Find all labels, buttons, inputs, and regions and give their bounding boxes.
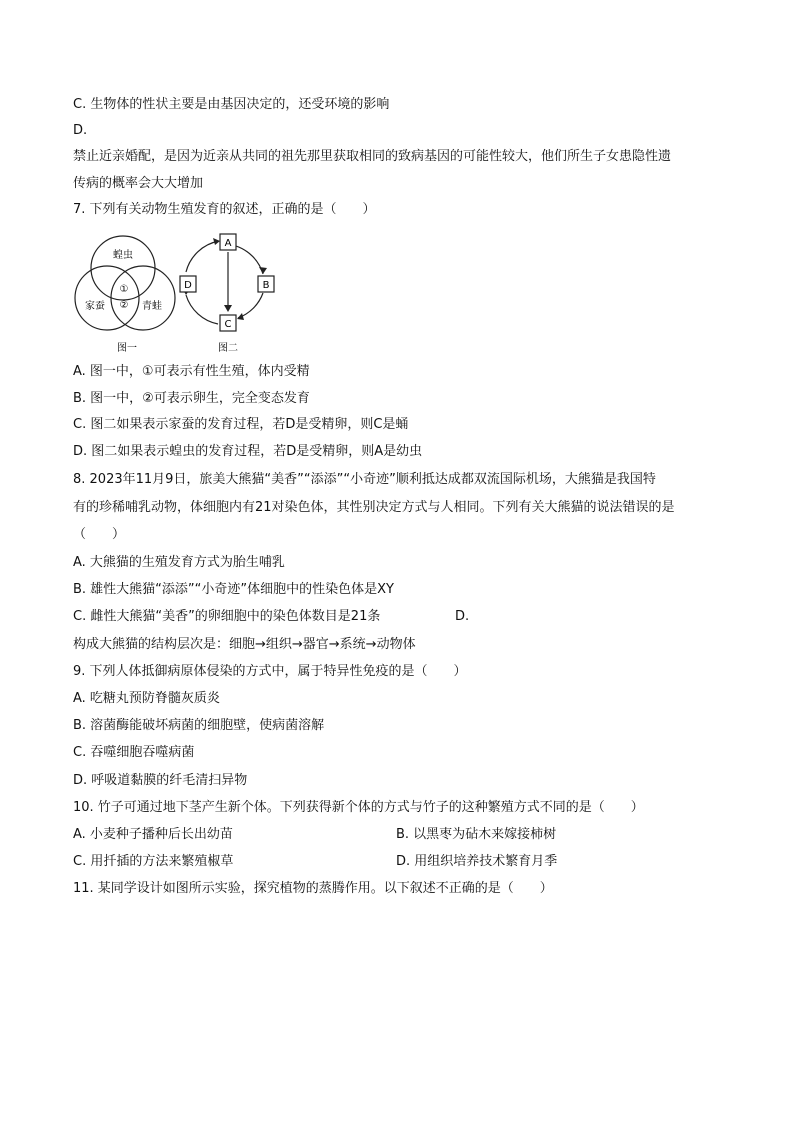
box-a-label: A bbox=[224, 238, 232, 249]
question-8-option-a: A. 大熊猫的生殖发育方式为胎生哺乳 bbox=[73, 555, 285, 570]
arrowhead-a bbox=[213, 238, 220, 245]
arrowhead-a-to-c bbox=[224, 305, 232, 312]
arrowhead-c bbox=[237, 313, 244, 320]
line-1: C. 生物体的性状主要是由基因决定的，还受环境的影响 bbox=[73, 97, 390, 112]
question-7-option-d: D. 图二如果表示蝗虫的发育过程，若D是受精卵，则A是幼虫 bbox=[73, 444, 423, 459]
question-9-option-c: C. 吞噬细胞吞噬病菌 bbox=[73, 745, 195, 760]
box-c-label: C bbox=[224, 319, 232, 330]
question-8-option-d-label: D. bbox=[455, 609, 470, 624]
box-d-label: D bbox=[184, 280, 192, 291]
figure-one-caption: 图一 bbox=[117, 343, 137, 354]
venn-label-top: 蝗虫 bbox=[113, 250, 133, 261]
line-2: D. bbox=[73, 123, 88, 138]
question-8-option-d-text: 构成大熊猫的结构层次是：细胞→组织→器官→系统→动物体 bbox=[73, 637, 416, 652]
question-10-option-d: D. 用组织培养技术繁育月季 bbox=[396, 854, 558, 869]
question-9: 9. 下列人体抵御病原体侵染的方式中，属于特异性免疫的是（ ） bbox=[73, 664, 467, 679]
question-8-option-c: C. 雌性大熊猫“美香”的卵细胞中的染色体数目是21条 bbox=[73, 609, 381, 624]
question-11: 11. 某同学设计如图所示实验，探究植物的蒸腾作用。以下叙述不正确的是（ ） bbox=[73, 881, 553, 896]
arc-c-to-d bbox=[186, 295, 218, 324]
question-7: 7. 下列有关动物生殖发育的叙述，正确的是（ ） bbox=[73, 202, 376, 217]
figure-question-7 bbox=[70, 228, 290, 358]
question-7-option-b: B. 图一中，②可表示卵生，完全变态发育 bbox=[73, 391, 310, 406]
question-9-option-b: B. 溶菌酶能破坏病菌的细胞壁，使病菌溶解 bbox=[73, 718, 325, 733]
question-10: 10. 竹子可通过地下茎产生新个体。下列获得新个体的方式与竹子的这种繁殖方式不同的是（ ） bbox=[73, 800, 644, 815]
question-7-option-a: A. 图一中，①可表示有性生殖，体内受精 bbox=[73, 364, 310, 379]
venn-and-cycle-diagram bbox=[70, 228, 290, 358]
arrowhead-b bbox=[259, 267, 267, 274]
figure-two bbox=[186, 241, 263, 324]
line-3: 禁止近亲婚配，是因为近亲从共同的祖先那里获取相同的致病基因的可能性较大，他们所生子女患隐性遗 bbox=[73, 149, 672, 164]
venn-circle-left bbox=[75, 266, 139, 330]
question-9-option-d: D. 呼吸道黏膜的纤毛清扫异物 bbox=[73, 773, 248, 788]
line-4: 传病的概率会大大增加 bbox=[73, 176, 204, 191]
venn-region-1: ① bbox=[119, 284, 129, 295]
question-8-option-b: B. 雄性大熊猫“添添”“小奇迹”体细胞中的性染色体是XY bbox=[73, 582, 394, 597]
question-8-line-3: （ ） bbox=[73, 527, 126, 542]
question-10-option-c: C. 用扦插的方法来繁殖椒草 bbox=[73, 854, 234, 869]
question-10-option-a: A. 小麦种子播种后长出幼苗 bbox=[73, 827, 233, 842]
question-7-option-c: C. 图二如果表示家蚕的发育过程，若D是受精卵，则C是蛹 bbox=[73, 417, 409, 432]
question-9-option-a: A. 吃糖丸预防脊髓灰质炎 bbox=[73, 691, 220, 706]
venn-region-2: ② bbox=[119, 300, 129, 311]
venn-label-right: 青蛙 bbox=[142, 301, 162, 312]
question-10-option-b: B. 以黑枣为砧木来嫁接柿树 bbox=[396, 827, 557, 842]
question-8-line-1: 8. 2023年11月9日，旅美大熊猫“美香”“添添”“小奇迹”顺利抵达成都双流国际机场，大熊猫是我国特 bbox=[73, 472, 656, 487]
arc-d-to-a bbox=[186, 241, 219, 272]
venn-label-left: 家蚕 bbox=[85, 301, 105, 312]
box-b-label: B bbox=[262, 280, 270, 291]
question-8-line-2: 有的珍稀哺乳动物，体细胞内有21对染色体，其性别决定方式与人相同。下列有关大熊猫的说法错误的是 bbox=[73, 500, 675, 515]
venn-circle-right bbox=[111, 266, 175, 330]
figure-two-caption: 图二 bbox=[218, 343, 238, 354]
